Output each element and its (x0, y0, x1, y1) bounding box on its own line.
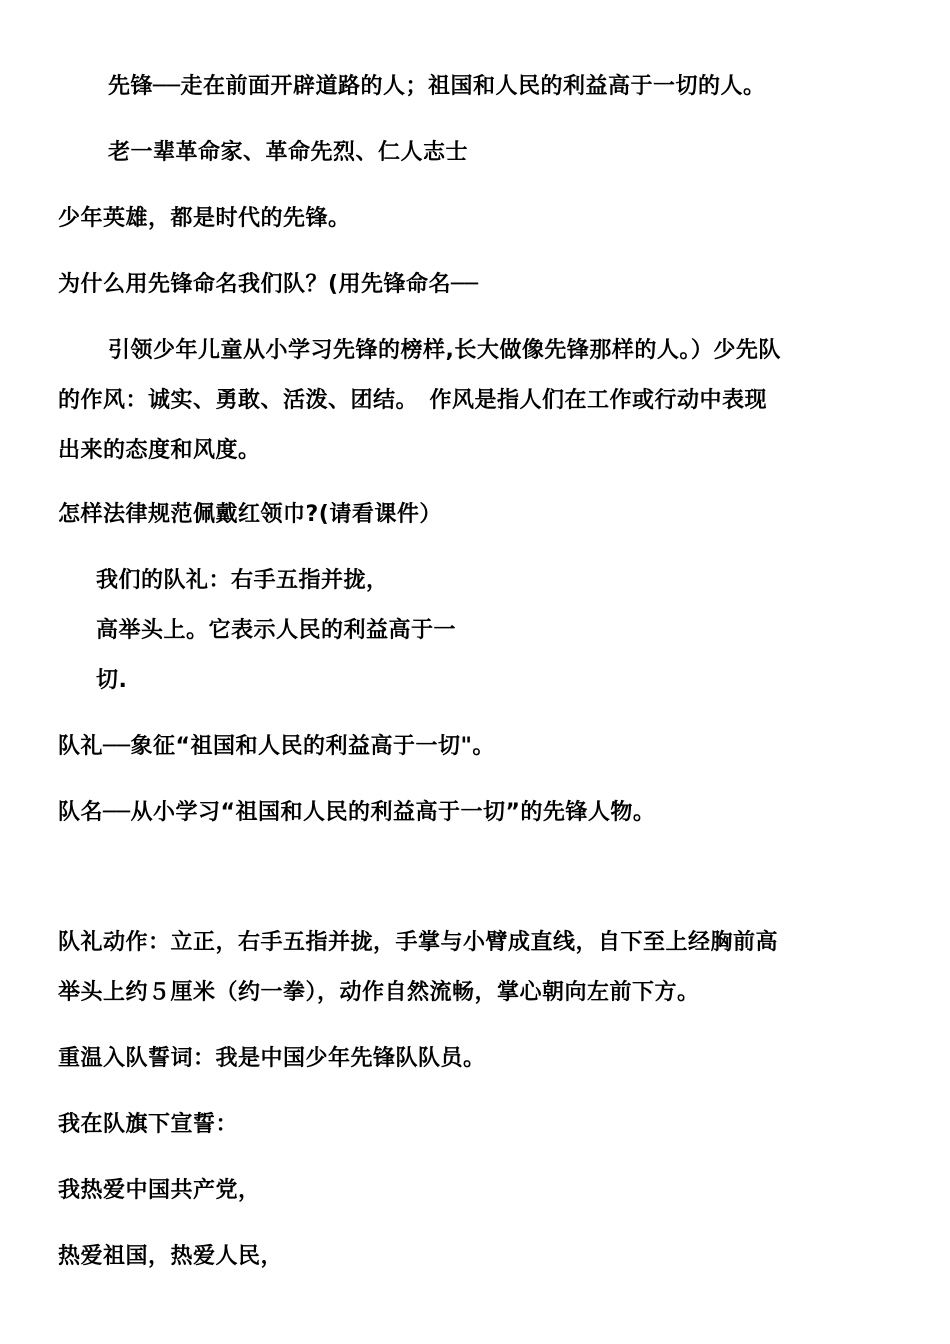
paragraph-oath-country: 热爱祖国，热爱人民， (58, 1244, 284, 1269)
paragraph-salute-symbol: 队礼──象征“祖国和人民的利益高于一切"。 (58, 734, 495, 759)
paragraph-salute-1: 我们的队礼：右手五指并拢， (96, 568, 389, 593)
paragraph-revolutionaries: 老一辈革命家、革命先烈、仁人志士 (108, 140, 469, 165)
paragraph-young-heroes: 少年英雄，都是时代的先锋。 (58, 206, 351, 231)
paragraph-salute-2: 高举头上。它表示人民的利益高于一 (96, 618, 457, 643)
paragraph-red-scarf: 怎样法律规范佩戴红领巾?(请看课件） (58, 502, 442, 527)
paragraph-team-name: 队名──从小学习“祖国和人民的利益高于一切”的先锋人物。 (58, 800, 656, 825)
paragraph-lead-children: 引领少年儿童从小学习先锋的榜样,长大做像先锋那样的人。）少先队 (108, 338, 781, 363)
paragraph-oath-flag: 我在队旗下宣誓： (58, 1112, 239, 1137)
paragraph-salute-action-2: 举头上约５厘米（约一拳），动作自然流畅，掌心朝向左前下方。 (58, 980, 700, 1005)
paragraph-pioneer-definition: 先锋──走在前面开辟道路的人；祖国和人民的利益高于一切的人。 (108, 74, 766, 99)
paragraph-why-pioneer-name: 为什么用先锋命名我们队？(用先锋命名── (58, 272, 479, 297)
paragraph-salute-action-1: 队礼动作：立正，右手五指并拢，手掌与小臂成直线，自下至上经胸前高 (58, 930, 779, 955)
paragraph-oath-party: 我热爱中国共产党， (58, 1178, 261, 1203)
paragraph-attitude: 出来的态度和风度。 (58, 438, 261, 463)
paragraph-style: 的作风：诚实、勇敢、活泼、团结。 作风是指人们在工作或行动中表现 (58, 388, 768, 413)
paragraph-salute-3: 切. (96, 668, 128, 693)
paragraph-oath-intro: 重温入队誓词：我是中国少年先锋队队员。 (58, 1046, 486, 1071)
